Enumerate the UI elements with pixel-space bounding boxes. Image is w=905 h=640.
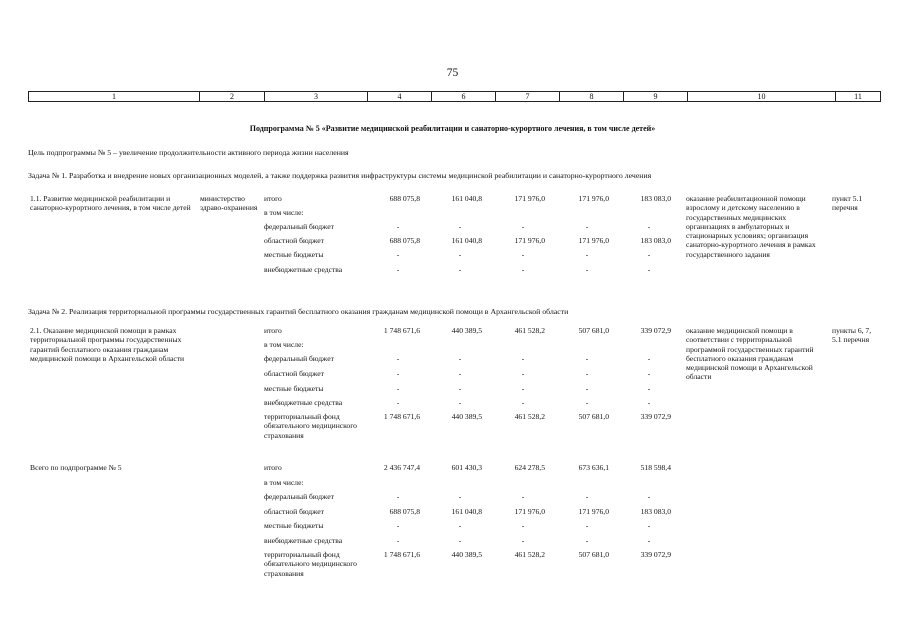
funding-value: 183 083,0 [640,507,671,516]
funding-value: - [521,222,525,231]
funding-value: - [647,369,651,378]
funding-value: 440 389,5 [451,326,482,335]
column-header: 2 [199,92,264,101]
funding-value: 440 389,5 [451,412,482,421]
funding-value: - [585,384,589,393]
column-header: 10 [687,92,835,101]
funding-value: - [521,265,525,274]
block-2-name: 2.1. Оказание медицинской помощи в рамках территориальной программы государственных гарантий бесплатного оказания гражданам медицинской помощи в Архангельской области [30,326,185,363]
funding-value: 171 976,0 [514,507,545,516]
funding-source-label: территориальный фонд обязательного медицинского страхования [264,412,357,440]
funding-value: 507 681,0 [578,550,609,559]
column-header: 4 [367,92,431,101]
funding-value: - [585,521,589,530]
subprogram-title: Подпрограмма № 5 «Развитие медицинской реабилитации и санаторно-курортного лечения, в том числе детей» [249,124,656,133]
funding-value: - [458,384,462,393]
column-header: 11 [835,92,880,101]
funding-value: - [458,369,462,378]
block-1-executor: министерство здраво-охранения [200,194,258,213]
block-2-reference: пункты 6, 7, 5.1 перечня [832,326,872,345]
funding-value: - [458,398,462,407]
funding-source-label: итого [264,194,282,203]
column-header: 3 [264,92,367,101]
funding-value: 461 528,2 [514,412,545,421]
funding-value: 688 075,8 [389,236,420,245]
funding-source-label: итого [264,463,282,472]
funding-value: 161 040,8 [451,507,482,516]
funding-value: 507 681,0 [578,326,609,335]
funding-value: 161 040,8 [451,236,482,245]
column-header: 7 [495,92,559,101]
column-header: 9 [623,92,687,101]
goal-text: Цель подпрограммы № 5 – увеличение продолжительности активного периода жизни населения [28,148,349,157]
funding-source-label: областной бюджет [264,369,324,378]
funding-source-label: федеральный бюджет [264,492,334,501]
funding-value: - [458,536,462,545]
column-header: 6 [431,92,495,101]
funding-value: - [521,398,525,407]
funding-value: - [396,222,400,231]
funding-value: 624 278,5 [514,463,545,472]
funding-value: 461 528,2 [514,326,545,335]
funding-value: - [585,250,589,259]
funding-source-label: внебюджетные средства [264,536,343,545]
funding-value: - [396,250,400,259]
funding-value: - [458,265,462,274]
funding-value: 461 528,2 [514,550,545,559]
funding-value: - [585,354,589,363]
funding-source-label: внебюджетные средства [264,265,343,274]
funding-value: 171 976,0 [514,194,545,203]
funding-source-label: областной бюджет [264,236,324,245]
funding-value: 673 636,1 [578,463,609,472]
funding-source-label: территориальный фонд обязательного медицинского страхования [264,550,357,578]
funding-value: - [585,222,589,231]
funding-value: - [396,536,400,545]
funding-value: 339 072,9 [640,550,671,559]
funding-value: - [585,265,589,274]
funding-value: 183 083,0 [640,236,671,245]
funding-value: - [396,492,400,501]
funding-source-label: федеральный бюджет [264,354,334,363]
funding-value: 688 075,8 [389,507,420,516]
funding-source-label: в том числе: [264,478,304,487]
funding-value: - [521,492,525,501]
funding-value: 183 083,0 [640,194,671,203]
funding-value: - [458,354,462,363]
funding-value: 1 748 671,6 [383,412,420,421]
block-2-result: оказание медицинской помощи в соответствии с территориальной программой государственных гарантий бесплатного оказания гражданам медицинской помощи в Архангельской области [686,326,814,382]
funding-value: 171 976,0 [578,236,609,245]
funding-value: 1 748 671,6 [383,326,420,335]
block-3-name: Всего по подпрограмме № 5 [30,463,122,472]
funding-value: - [396,398,400,407]
funding-source-label: областной бюджет [264,507,324,516]
funding-value: 518 598,4 [640,463,671,472]
funding-value: - [647,492,651,501]
funding-source-label: местные бюджеты [264,250,324,259]
funding-value: - [647,250,651,259]
funding-value: - [396,521,400,530]
funding-value: - [396,354,400,363]
funding-value: - [585,369,589,378]
task-1-text: Задача № 1. Разработка и внедрение новых организационных моделей, а также поддержка развития инфраструктуры системы медицинской реабилитации и санаторно-курортного лечения [28,171,652,180]
funding-value: 161 040,8 [451,194,482,203]
funding-source-label: местные бюджеты [264,384,324,393]
funding-source-label: в том числе: [264,340,304,349]
funding-value: - [521,536,525,545]
column-header: 1 [112,92,116,101]
funding-value: - [585,398,589,407]
funding-value: 1 748 671,6 [383,550,420,559]
block-1-reference: пункт 5.1 перечня [832,194,863,213]
funding-value: 688 075,8 [389,194,420,203]
funding-value: 171 976,0 [514,236,545,245]
funding-value: - [458,250,462,259]
block-1-result: оказание реабилитационной помощи взрослому и детскому населению в государственных медицинских организациях в амбулаторных и стационарных условиях; организация санаторно-курортного лечения в рамках государственного задания [686,194,816,259]
funding-value: - [647,536,651,545]
funding-source-label: в том числе: [264,208,304,217]
funding-source-label: внебюджетные средства [264,398,343,407]
funding-value: - [585,492,589,501]
funding-source-label: местные бюджеты [264,521,324,530]
funding-value: - [521,521,525,530]
funding-value: 339 072,9 [640,326,671,335]
funding-source-label: федеральный бюджет [264,222,334,231]
funding-value: - [585,536,589,545]
funding-value: - [458,492,462,501]
funding-value: - [521,354,525,363]
funding-value: 601 430,3 [451,463,482,472]
funding-value: - [521,384,525,393]
column-header-row [28,91,881,102]
funding-value: 171 976,0 [578,507,609,516]
funding-value: - [458,222,462,231]
funding-value: - [521,369,525,378]
task-2-text: Задача № 2. Реализация территориальной программы государственных гарантий бесплатного оказания гражданам медицинской помощи в Архангельской области [28,307,569,316]
funding-value: 2 436 747,4 [383,463,420,472]
funding-value: - [521,250,525,259]
funding-value: - [647,384,651,393]
funding-value: - [647,265,651,274]
funding-value: - [647,222,651,231]
block-1-name: 1.1. Развитие медицинской реабилитации и санаторно-курортного лечения, в том числе детей [30,194,191,213]
funding-value: - [647,398,651,407]
funding-value: 339 072,9 [640,412,671,421]
funding-value: - [396,369,400,378]
column-header: 8 [559,92,623,101]
funding-value: - [396,384,400,393]
funding-value: - [458,521,462,530]
funding-value: - [647,354,651,363]
funding-value: - [396,265,400,274]
funding-value: - [647,521,651,530]
page-number: 75 [446,67,459,79]
funding-value: 440 389,5 [451,550,482,559]
funding-source-label: итого [264,326,282,335]
funding-value: 507 681,0 [578,412,609,421]
funding-value: 171 976,0 [578,194,609,203]
